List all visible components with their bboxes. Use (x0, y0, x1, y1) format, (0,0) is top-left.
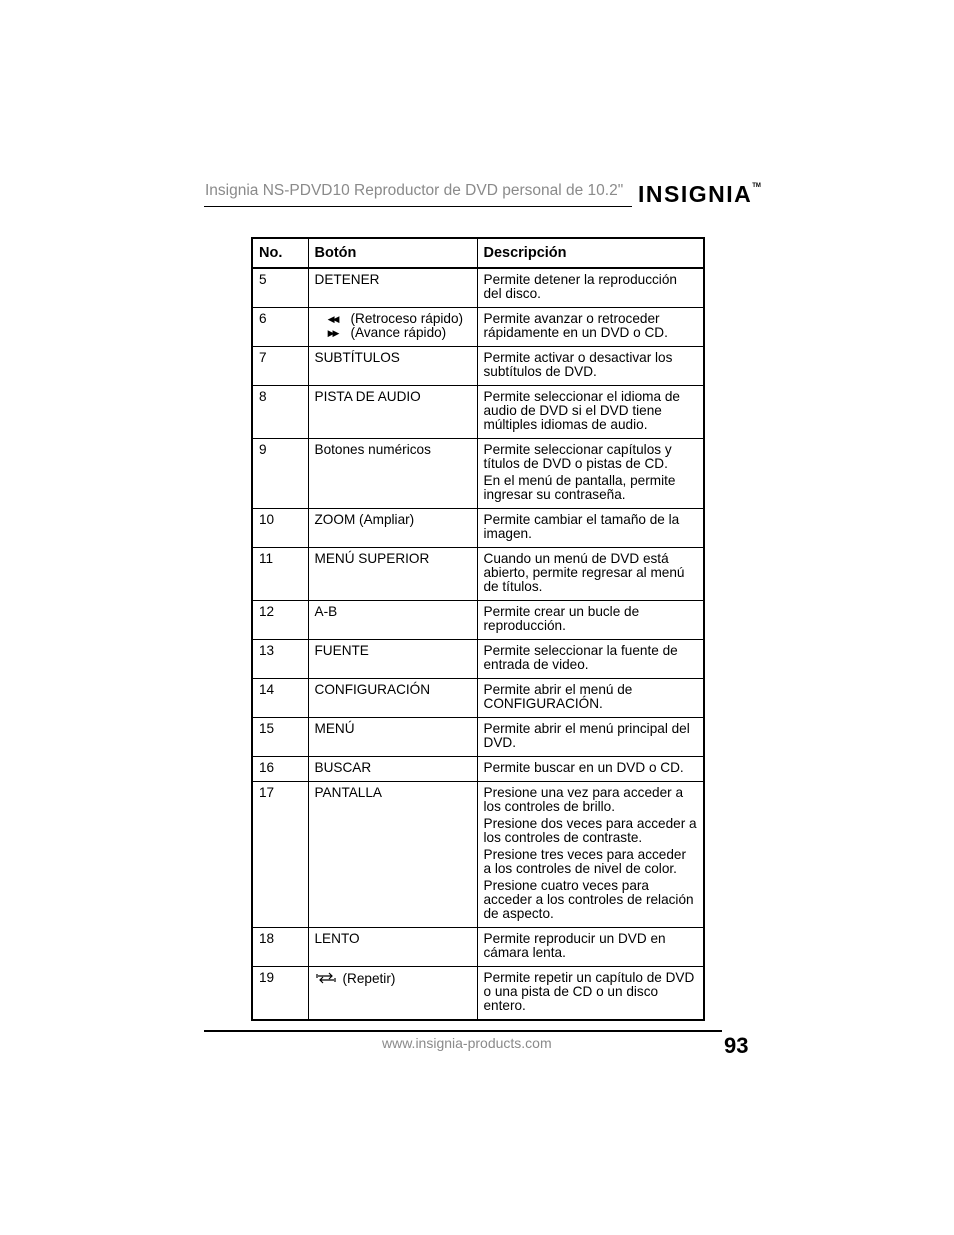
button-name-label: SUBTÍTULOS (314, 350, 400, 365)
insignia-logo: INSIGNIA™ (638, 181, 761, 207)
button-name-label: CONFIGURACIÓN (314, 682, 431, 697)
row-number: 7 (252, 347, 308, 386)
description-paragraph: Presione una vez para acceder a los controles de brillo. (483, 785, 683, 814)
button-description (477, 308, 704, 347)
description-paragraph: Permite seleccionar capítulos y títulos de DVD o pistas de CD. (483, 442, 672, 471)
button-name (308, 509, 477, 548)
rewind-icon: ◀◀ (327, 314, 338, 324)
repeat-icon (315, 971, 343, 988)
fast-forward-icon: ▶▶ (327, 328, 338, 338)
description-paragraph: Permite detener la reproducción del disco. (483, 272, 677, 301)
table-row (252, 679, 704, 718)
description-paragraph: Permite activar o desactivar los subtítulos de DVD. (483, 350, 673, 379)
row-number: 8 (252, 386, 308, 439)
description-paragraph: Permite repetir un capítulo de DVD o una pista de CD o un disco entero. (483, 970, 695, 1013)
description-paragraph: Permite avanzar o retroceder rápidamente en un DVD o CD. (483, 311, 668, 340)
button-name (308, 386, 477, 439)
button-name-label: FUENTE (314, 643, 369, 658)
button-name-label: PANTALLA (314, 785, 382, 800)
button-description (477, 757, 704, 782)
description-paragraph: Presione tres veces para acceder a los controles de nivel de color. (483, 847, 686, 876)
table-row (252, 640, 704, 679)
document-header-title: Insignia NS-PDVD10 Reproductor de DVD personal de 10.2" (205, 182, 624, 199)
table-row (252, 509, 704, 548)
button-description-table (251, 237, 705, 1021)
button-name-label: ZOOM (Ampliar) (314, 512, 415, 527)
button-name (308, 308, 477, 347)
button-name (308, 757, 477, 782)
button-name-label: MENÚ (314, 721, 355, 736)
description-paragraph: Presione cuatro veces para acceder a los controles de relación de aspecto. (483, 878, 694, 921)
column-header-button: Botón (308, 238, 477, 268)
button-name (308, 679, 477, 718)
button-name-label: LENTO (314, 931, 360, 946)
button-description (477, 928, 704, 967)
button-name-line (315, 312, 471, 326)
footer-url: www.insignia-products.com (382, 1035, 552, 1051)
button-description (477, 386, 704, 439)
button-description (477, 967, 704, 1021)
row-number: 10 (252, 509, 308, 548)
button-name-label: DETENER (314, 272, 380, 287)
table-row (252, 548, 704, 601)
button-name-label: BUSCAR (314, 760, 372, 775)
button-description (477, 782, 704, 928)
button-name-label: (Repetir) (342, 971, 396, 987)
description-paragraph: Permite reproducir un DVD en cámara lenta. (483, 931, 666, 960)
footer-divider (204, 1030, 722, 1032)
row-number: 16 (252, 757, 308, 782)
button-name (308, 782, 477, 928)
table-row (252, 757, 704, 782)
description-paragraph: Permite cambiar el tamaño de la imagen. (483, 512, 680, 541)
row-number: 18 (252, 928, 308, 967)
button-description (477, 601, 704, 640)
description-paragraph: En el menú de pantalla, permite ingresar su contraseña. (483, 473, 676, 502)
button-description (477, 679, 704, 718)
button-name (308, 601, 477, 640)
button-name-label: MENÚ SUPERIOR (314, 551, 430, 566)
row-number: 13 (252, 640, 308, 679)
page-number: 93 (724, 1033, 749, 1058)
table-row (252, 782, 704, 928)
description-paragraph: Permite seleccionar el idioma de audio de DVD si el DVD tiene múltiples idiomas de audio. (483, 389, 680, 432)
button-name (308, 439, 477, 509)
description-paragraph: Permite abrir el menú de CONFIGURACIÓN. (483, 682, 633, 711)
table-row (252, 439, 704, 509)
table-body (252, 268, 704, 1020)
button-description (477, 640, 704, 679)
table-row (252, 928, 704, 967)
table-header-row (252, 238, 704, 268)
button-name-line (315, 326, 471, 340)
button-name-label: (Retroceso rápido) (350, 311, 464, 326)
row-number: 11 (252, 548, 308, 601)
button-description (477, 509, 704, 548)
button-name-label: (Avance rápido) (350, 325, 447, 340)
table-row (252, 308, 704, 347)
button-description (477, 268, 704, 308)
description-paragraph: Permite abrir el menú principal del DVD. (483, 721, 690, 750)
table-row (252, 268, 704, 308)
button-name-label: PISTA DE AUDIO (314, 389, 421, 404)
table-row (252, 386, 704, 439)
button-description (477, 347, 704, 386)
button-name (308, 347, 477, 386)
button-name (308, 718, 477, 757)
button-name (308, 268, 477, 308)
header-divider (204, 206, 632, 207)
button-name-label: Botones numéricos (314, 442, 431, 457)
column-header-description: Descripción (477, 238, 704, 268)
row-number: 5 (252, 268, 308, 308)
button-description (477, 548, 704, 601)
description-paragraph: Permite crear un bucle de reproducción. (483, 604, 640, 633)
table-row (252, 967, 704, 1021)
table-row (252, 347, 704, 386)
button-description (477, 439, 704, 509)
row-number: 9 (252, 439, 308, 509)
description-paragraph: Presione dos veces para acceder a los controles de contraste. (483, 816, 697, 845)
row-number: 14 (252, 679, 308, 718)
description-paragraph: Permite buscar en un DVD o CD. (483, 760, 684, 775)
row-number: 15 (252, 718, 308, 757)
button-name (308, 640, 477, 679)
button-name-label: A-B (314, 604, 338, 619)
row-number: 17 (252, 782, 308, 928)
row-number: 19 (252, 967, 308, 1021)
row-number: 12 (252, 601, 308, 640)
description-paragraph: Permite seleccionar la fuente de entrada de video. (483, 643, 678, 672)
button-name (308, 928, 477, 967)
button-description (477, 718, 704, 757)
column-header-no: No. (252, 238, 308, 268)
description-paragraph: Cuando un menú de DVD está abierto, permite regresar al menú de títulos. (483, 551, 685, 594)
button-name (308, 967, 477, 1021)
button-name (308, 548, 477, 601)
table-row (252, 718, 704, 757)
table-row (252, 601, 704, 640)
row-number: 6 (252, 308, 308, 347)
